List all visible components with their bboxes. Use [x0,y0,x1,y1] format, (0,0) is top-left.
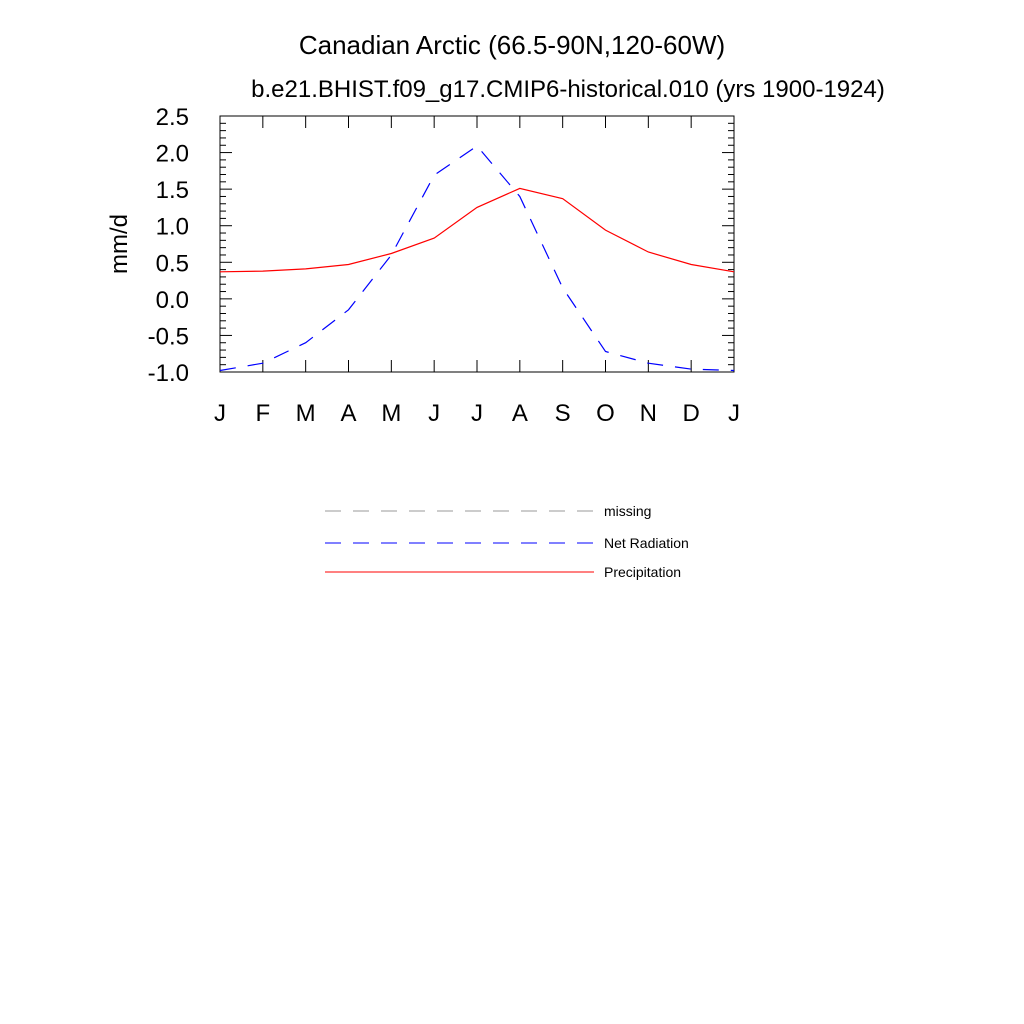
y-tick-label: 1.5 [155,177,189,205]
chart-subtitle: b.e21.BHIST.f09_g17.CMIP6-historical.010 (yrs 1900-1924) [251,76,885,103]
series-lines [220,146,734,371]
y-tick-label: 0.5 [155,250,189,278]
y-tick-label: 2.5 [155,104,189,131]
legend-label: Net Radiation [604,535,689,551]
plot-frame [220,116,734,372]
x-tick-label: M [381,400,402,427]
legend-label: missing [604,503,652,519]
x-tick-label: M [295,400,316,427]
y-axis-label: mm/d [106,214,133,274]
y-tick-label: 2.0 [155,140,189,168]
x-tick-label: N [639,400,658,427]
y-tick-label: 1.0 [155,213,189,241]
x-tick-label: D [682,400,700,427]
series-line-precipitation [220,188,734,271]
x-tick-label: F [255,400,271,427]
y-tick-label: -0.5 [147,323,189,351]
legend [325,503,689,580]
y-tick-labels [148,104,189,387]
x-tick-label: A [511,400,528,427]
series-line-net-radiation [220,146,734,371]
y-tick-label: -1.0 [147,360,189,387]
axis-ticks [220,116,734,372]
legend-label: Precipitation [604,564,682,580]
x-tick-label: J [471,400,483,427]
x-tick-label: A [340,400,357,427]
chart-title: Canadian Arctic (66.5-90N,120-60W) [298,30,726,60]
x-tick-labels [214,400,740,427]
x-tick-label: J [428,400,441,427]
x-tick-label: J [728,400,740,427]
x-tick-label: J [214,400,226,427]
x-tick-label: S [554,400,571,427]
y-tick-label: 0.0 [155,286,189,314]
x-tick-label: O [596,400,615,427]
